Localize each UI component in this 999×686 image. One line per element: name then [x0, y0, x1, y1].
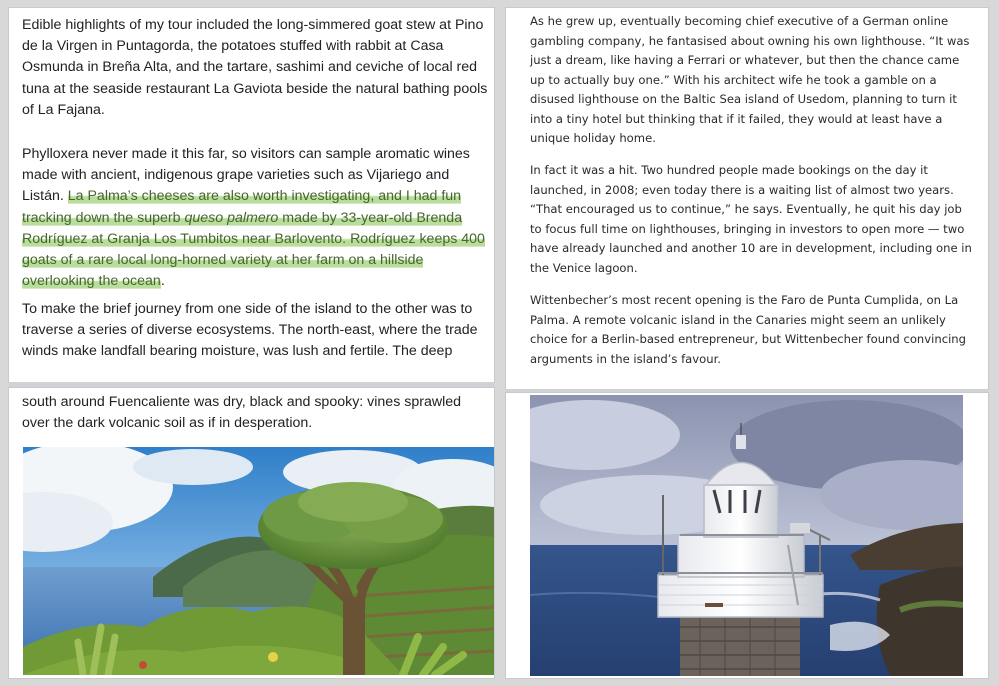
article-panel-right-top — [506, 8, 988, 389]
italic-queso-palmero: queso palmero — [184, 209, 279, 226]
paragraph-journey: To make the brief journey from one side of the island to the other was to traverse a series of diverse ecosystems. The north-east, where the trade winds make landfall bearing moisture, was lush and fertile. The deep — [22, 301, 478, 360]
article-panel-left-bottom — [9, 388, 494, 678]
dragon-tree-photo — [23, 447, 494, 675]
highlight-part-2: made by 33-year-old Brenda Rodríguez at Granja Los Tumbitos near Barlovento. Rodríguez keeps 400 goats of a rare local long-horned variety at her farm on a hillside overlooking the ocean — [22, 209, 485, 290]
paragraph-goat-stew: Edible highlights of my tour included the long-simmered goat stew at Pino de la Virgen in Puntagorda, the potatoes stuffed with rabbit at Casa Osmunda in Breña Alta, and the tartare, sashimi and ceviche of local red tuna at the seaside restaurant La Gaviota beside the natural bathing pools of La Fajana. — [22, 17, 488, 118]
paragraph-fuencaliente: south around Fuencaliente was dry, black and spooky: vines sprawled over the dark volcanic soil as if in desperation. — [22, 394, 462, 432]
paragraph-faro-punta-cumplida: Wittenbecher’s most recent opening is the Faro de Punta Cumplida, on La Palma. A remote volcanic island in the Canaries might seem an unlikely choice for a Berlin-based entrepreneur, but Wittenbecher found convincing arguments in the island’s favour. — [530, 293, 966, 366]
paragraph-bookings: In fact it was a hit. Two hundred people made bookings on the day it launched, in 2008; even today there is a waiting list of almost two years. “That encouraged us to continue,” he says. Eventually, he quit his day job to focus full time on lighthouses, bringing in investors to open more — two have already launched and another 10 are in development, including one in the Venice lagoon. — [530, 163, 972, 275]
article-panel-left-top — [9, 8, 494, 382]
dragon-tree-illustration — [23, 447, 494, 675]
paragraph-phylloxera-intro: Phylloxera never made it this far, so visitors can sample aromatic wines made with ancient, indigenous grape varieties such as Vijariego and Listán. — [22, 146, 470, 205]
paragraph-end-punctuation: . — [160, 273, 165, 290]
article-panel-right-bottom — [506, 393, 988, 678]
paragraph-lighthouse-dream: As he grew up, eventually becoming chief executive of a German online gambling company, he fantasised about owning his own lighthouse. “It was just a dream, like having a Ferrari or whatever, but then the chance came up to actually buy one.” With his architect wife he took a gamble on a disused lighthouse on the Baltic Sea island of Usedom, planning to turn it into a tiny hotel but thinking that if it failed, they would at least have a unique holiday home. — [530, 14, 970, 145]
paragraph-phylloxera — [22, 144, 492, 292]
highlighted-text — [22, 188, 485, 289]
lighthouse-photo — [530, 395, 963, 676]
lighthouse-illustration — [530, 395, 963, 676]
highlight-part-1: La Palma’s cheeses are also worth investigating, and I had fun tracking down the superb — [22, 188, 462, 226]
